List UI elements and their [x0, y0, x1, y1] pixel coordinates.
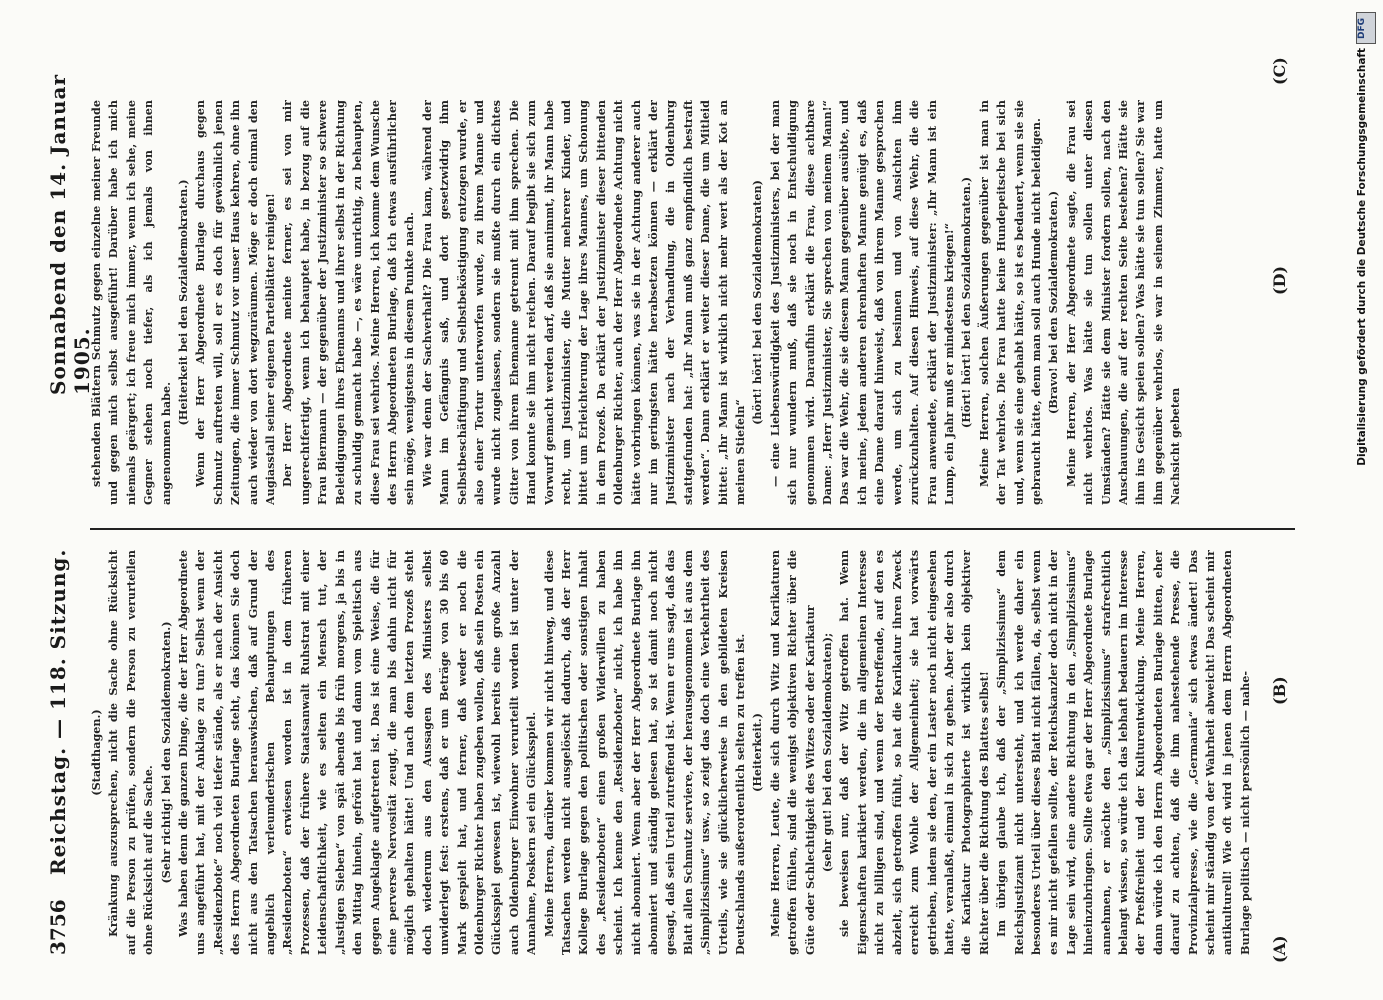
margin-marker-b: (B): [1270, 676, 1289, 705]
session-title: Reichstag. — 118. Sitzung.: [46, 548, 70, 875]
column-divider: [90, 528, 1295, 530]
paragraph: Meine Herren, der Herr Abgeordnete sagte, die Frau sei nicht wehrlos. Was hätte sie tun sollen unter diesen Umständen? Hätte sie dem Minister fordern sollen, nach den Anschauungen, die auf der rechten Seite bestehen? Hätte sie ihm ins Gesicht speien sollen? Was hätte sie tun sollen? Sie war ihm gegenüber wehrlos, sie war in seinem Zimmer, hatte um Nachsicht gebeten: [1063, 100, 1183, 505]
interjection: (sehr gut! bei den Sozialdemokraten);: [820, 632, 835, 873]
rotated-page: [40, 45, 1340, 963]
margin-marker-c: (C): [1270, 57, 1289, 85]
margin-marker-a: (A): [1270, 935, 1289, 963]
paragraph: sie beweisen nur, daß der Witz getroffen hat. Wenn Eigenschaften karikiert werden, die im allgemeinen Interesse nicht zu billigen sind, und wenn der Betreffende, auf den es abzielt, sich getroffen fühlt, so hat die Karikatur ihren Zweck erreicht zum Wohle der Allgemeinheit; sie hat vorwärts getrieben, indem sie den, der ein Laster noch nicht eingesehen hatte, veranlaßt, einmal in sich zu gehen. Aber der also durch die Karikatur Photographierte ist wirklich kein objektiver Richter über die Richtung des Blattes selbst!: [837, 550, 991, 955]
interjection: (Hört! hört! bei den Sozialdemokraten.): [959, 176, 974, 429]
right-column: [88, 100, 1298, 505]
page-header: [40, 45, 94, 955]
session-date: Sonnabend den 14. Januar 1905.: [46, 74, 94, 395]
interjection: (Sehr richtig! bei den Sozialdemokraten.): [158, 621, 173, 884]
paragraph: stehenden Blättern Schmutz gegen einzelne meiner Freunde und gegen mich selbst ausgeführt! Darüber habe ich mich niemals geärgert; ich freue mich immer, wenn ich sehe, meine Gegner stehen noch tiefer, als ich jemals von ihnen angenommen habe.: [89, 100, 173, 505]
paragraph: Was haben denn die ganzen Dinge, die der Herr Abgeordnete uns angeführt hat, mit der Anklage zu tun? Selbst wenn der „Residenzbote“ noch viel tiefer stände, als er nach der Ansicht des Herrn Abgeordneten Burlage steht, das können Sie doch nicht aus den Tatsachen herauswischen, daß auf Grund der angeblich verleumderischen Behauptungen des „Residenzboten“ erwiesen worden ist in dem früheren Prozessen, daß der frühere Staatsanwalt Ruhstrat mit einer Leidenschaftlichkeit, wie es selten ein Mensch tut, der „lustigen Sieben“ von spät abends bis früh morgens, ja bis in den Mittag hinein, gefrönt hat und dann vom Spieltisch aus gegen Angeklagte aufgetreten ist. Das ist eine Weise, die für eine perverse Nervosität zeugt, die man bis dahin nicht für möglich gehalten hätte! Und nach dem letzten Prozeß steht doch wiederum aus den Aussagen des Ministers selbst unwiderlegt fest: erstens, daß er um Beträge von 30 bis 60 Mark gespielt hat, und ferner, daß weder er noch die Oldenburger Richter haben zugeben wollen, daß sein Posten ein Glücksspiel gewesen ist, wiewohl bereits eine große Anzahl auch Oldenburger Einwohner verurteilt worden ist unter der Annahme, Poskern sei ein Glücksspiel.: [176, 550, 539, 955]
interjection: (Heiterkeit bei den Sozialdemokraten.): [176, 179, 191, 426]
left-column: [88, 550, 1298, 955]
paragraph: Wenn der Herr Abgeordnete Burlage durchaus gegen Schmutz auftreten will, soll er es doch für gewöhnlich jenen Zeitungen, die immer Schmutz vor unser Haus kehren, ohne ihn auch wieder von dort wegzuräumen. Möge er doch einmal den Augiasstall seiner eigenen Parteiblätter reinigen!: [193, 100, 278, 505]
paragraph: Im übrigen glaube ich, daß der „Simplizissimus“ dem Reichsjustizamt nicht untersteht, und ich werde daher ein besonderes Urteil über dieses Blatt nicht fällen, da, selbst wenn es mir nicht gefallen sollte, der Reichskanzler doch nicht in der Lage sein wird, eine andere Richtung in den „Simplizissimus“ hineinzubringen. Sollte etwa gar der Herr Abgeordnete Burlage annehmen, er möchte den „Simplizissimus“ strafrechtlich belangt wissen, so würde ich das lebhaft bedauern im Interesse der Preßfreiheit und der Kulturentwicklung. Meine Herren, dann würde ich den Herrn Abgeordneten Burlage bitten, eher darauf zu achten, daß die ihm nahestehende Presse, die Provinzialpresse, wie die „Germania“ sich etwas ändert! Das scheint mir ständig von der Wahrheit abweicht! Das scheint mir antikulturell! Wie oft wird in jenen dem Herrn Abgeordneten Burlage politisch — nicht persönlich — nahe-: [994, 550, 1252, 955]
dfg-logo: DFG: [1356, 12, 1376, 44]
paragraph: Meine Herren, solchen Äußerungen gegenüber ist man in der Tat wehrlos. Die Frau hatte keine Hundepeitsche bei sich und, wenn sie eine gehabt hätte, so ist es bedauert, wenn sie sie gebraucht hätte, denn man soll auch Hunde nicht beleidigen.: [976, 100, 1043, 505]
dfg-credit-text: Digitalisierung gefördert durch die Deutsche Forschungsgemeinschaft: [1356, 48, 1368, 466]
dfg-sidebar: [1352, 8, 1380, 988]
paragraph: Meine Herren, Leute, die sich durch Witz und Karikaturen getroffen fühlen, sind die wenigst objektiven Richter über die Güte oder Schlechtigkeit des Witzes oder der Karikatur: [767, 550, 817, 955]
speaker-name: (Stadthagen.): [89, 709, 103, 796]
page-number: 3756: [46, 899, 70, 955]
paragraph: — eine Liebenswürdigkeit des Justizministers, bei der man sich nur wundern muß, daß sie noch in Entschuldigung genommen wird. Daraufhin erklärt die Frau, diese achtbare Dame: „Herr Justizminister, Sie sprechen von meinem Mann!“ Das war die Wehr, die sie diesem Mann gegenüber ausübte, und ich meine, jedem anderen ehrenhaften Manne genügt es, daß eine Dame darauf hinweist, daß von ihrem Manne gesprochen werde, um sich zu besinnen und von Ansichten ihm zurückzuhalten. Auf diesen Hinweis, auf diese Wehr, die die Frau anwendete, erklärt der Justizminister: „Ihr Mann ist ein Lump, ein Jahr muß er mindestens kriegen!“: [767, 100, 956, 505]
interjection: (Heiterkeit.): [750, 713, 765, 792]
interjection: (Bravo! bei den Sozialdemokraten.): [1046, 190, 1061, 415]
paragraph: Kränkung auszusprechen, nicht die Sache ohne Rücksicht auf die Person zu prüfen, sondern die Person zu verurteilen ohne Rücksicht auf die Sache.: [106, 550, 156, 955]
paragraph: Der Herr Abgeordnete meinte ferner, es sei von mir ungerechtfertigt, wenn ich behauptet habe, in bezug auf die Frau Biermann — der gegenüber der Justizminister so schwere Beleidigungen ihres Ehemanns und ihrer selbst in der Richtung zu schuldig gemacht habe —, es wäre unrichtig, zu behaupten, diese Frau sei wehrlos. Meine Herren, ich komme dem Wunsche des Herrn Abgeordneten Burlage, daß ich etwas ausführlicher sein möge, wenigstens in diesem Punkte nach.: [280, 100, 417, 505]
paragraph: Meine Herren, darüber kommen wir nicht hinweg, und diese Tatsachen werden nicht ausgelöscht dadurch, daß der Herr Kollege Burlage gegen den politischen oder sonstigen Inhalt des „Residenzboten“ einen großen Widerwillen zu haben scheint. Ich kenne den „Residenzboten“ nicht, ich habe ihn nicht abonniert. Wenn aber der Herr Abgeordnete Burlage ihn abonniert und ständig gelesen hat, so ist damit noch nicht gesagt, daß sein Urteil zutreffend ist. Wenn er uns sagt, daß das Blatt allen Schmutz serviere, der herausgenommen ist aus dem „Simplizissimus“ usw., so zeigt das doch eine Verkehrtheit des Urteils, wie sie glücklicherweise in den gebildeten Kreisen Deutschlands außerordentlich selten zu treffen ist.: [541, 550, 748, 955]
margin-marker-d: (D): [1270, 265, 1289, 295]
paragraph: Wie war denn der Sachverhalt? Die Frau kam, während der Mann im Gefängnis saß, und dort gesetzwidrig ihm Selbstbeschäftigung und Selbstbeköstigung entzogen wurde, er also einer Tortur unterworfen wurde, zu ihrem Manne und wurde nicht zugelassen, sondern sie mußte durch ein dichtes Gitter von ihrem Ehemanne getrennt mit ihm sprechen. Die Hand konnte sie ihm nicht reichen. Darauf begibt sie sich zum Vorwurf gemacht werden darf, daß sie annimmt, ihr Mann habe recht, um Justizminister, die Mutter mehrerer Kinder, und bittet um Erleichterung der Lage ihres Mannes, um Schonung in dem Prozeß. Da erklärt der Justizminister dieser bittenden Oldenburger Richter, auch der Herr Abgeordnete Achtung nicht hätte vorbringen können, was sie in der Achtung anderer auch nur im geringsten hätte herabsetzen können — erklärt der Justizminister nach der Verhandlung, die in Oldenburg stattgefunden hat: „Ihr Mann muß ganz empfindlich bestraft werden“. Dann erklärt er weiter dieser Dame, die um Mitleid bittet: „Ihr Mann ist wirklich nicht mehr wert als der Kot an meinen Stiefeln“: [419, 100, 748, 505]
interjection: (hört! hört! bei den Sozialdemokraten): [750, 180, 765, 425]
